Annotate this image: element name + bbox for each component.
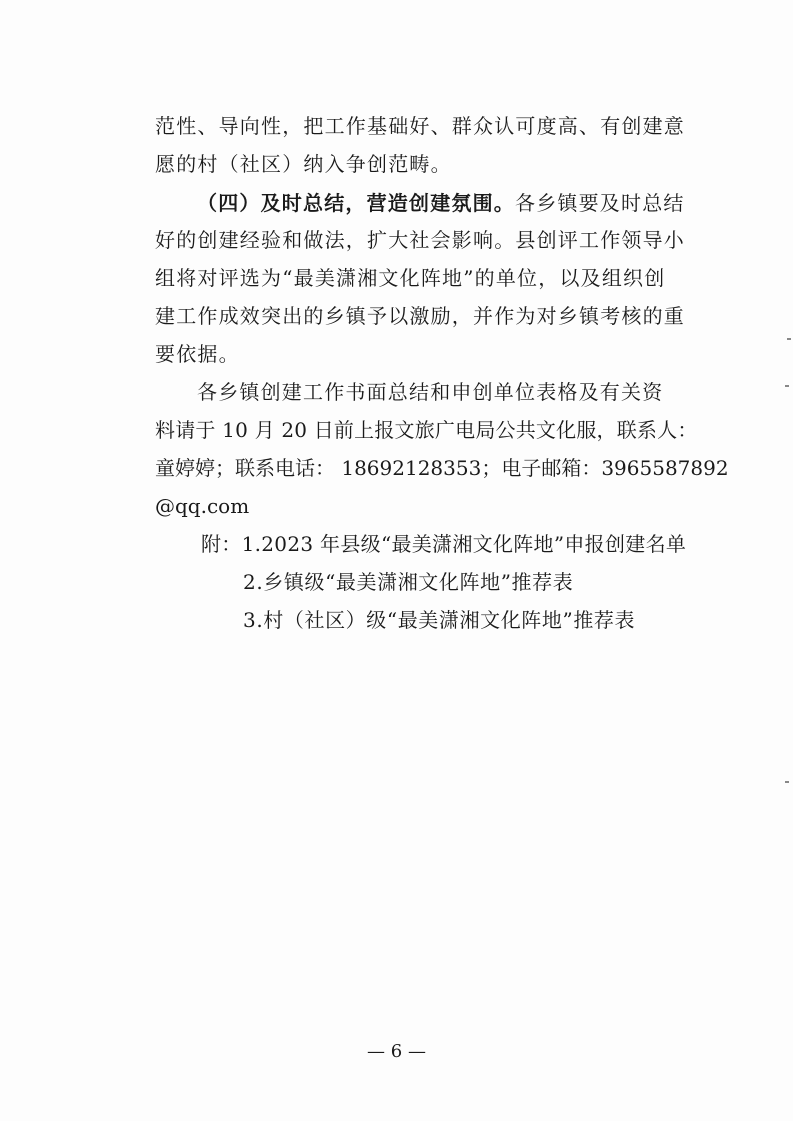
scan-speck [787,338,791,340]
para2-line2: 好的创建经验和做法，扩大社会影响。县创评工作领导小 [155,228,685,252]
page-number: — 6 — [367,1041,426,1062]
para1-line2: 愿的村（社区）纳入争创范畴。 [155,152,452,176]
para3-line4: @qq.com [155,494,250,518]
scan-speck [785,781,789,783]
attachment-item-1: 附：1.2023 年县级“最美潇湘文化阵地”申报创建名单 [201,532,687,556]
attachment-item-2: 2.乡镇级“最美潇湘文化阵地”推荐表 [243,570,574,594]
para3-line1: 各乡镇创建工作书面总结和申创单位表格及有关资 [197,380,664,404]
para3-line3: 童婷婷；联系电话： 18692128353；电子邮箱：3965587892 [155,456,729,480]
attachment-item-3: 3.村（社区）级“最美潇湘文化阵地”推荐表 [243,608,636,632]
para1-line1: 范性、导向性，把工作基础好、群众认可度高、有创建意 [155,114,685,138]
para2-line3: 组将对评选为“最美潇湘文化阵地”的单位，以及组织创 [155,266,666,290]
para2-line5: 要依据。 [155,342,240,366]
para2-line4: 建工作成效突出的乡镇予以激励，并作为对乡镇考核的重 [155,304,685,328]
scan-speck [785,385,789,387]
para2-line1 [197,185,732,221]
para2-line1-rest: 各乡镇要及时总结 [515,191,685,215]
para3-line2: 料请于 10 月 20 日前上报文旅广电局公共文化服，联系人： [155,418,698,442]
section-heading: （四）及时总结，营造创建氛围。 [197,191,515,215]
